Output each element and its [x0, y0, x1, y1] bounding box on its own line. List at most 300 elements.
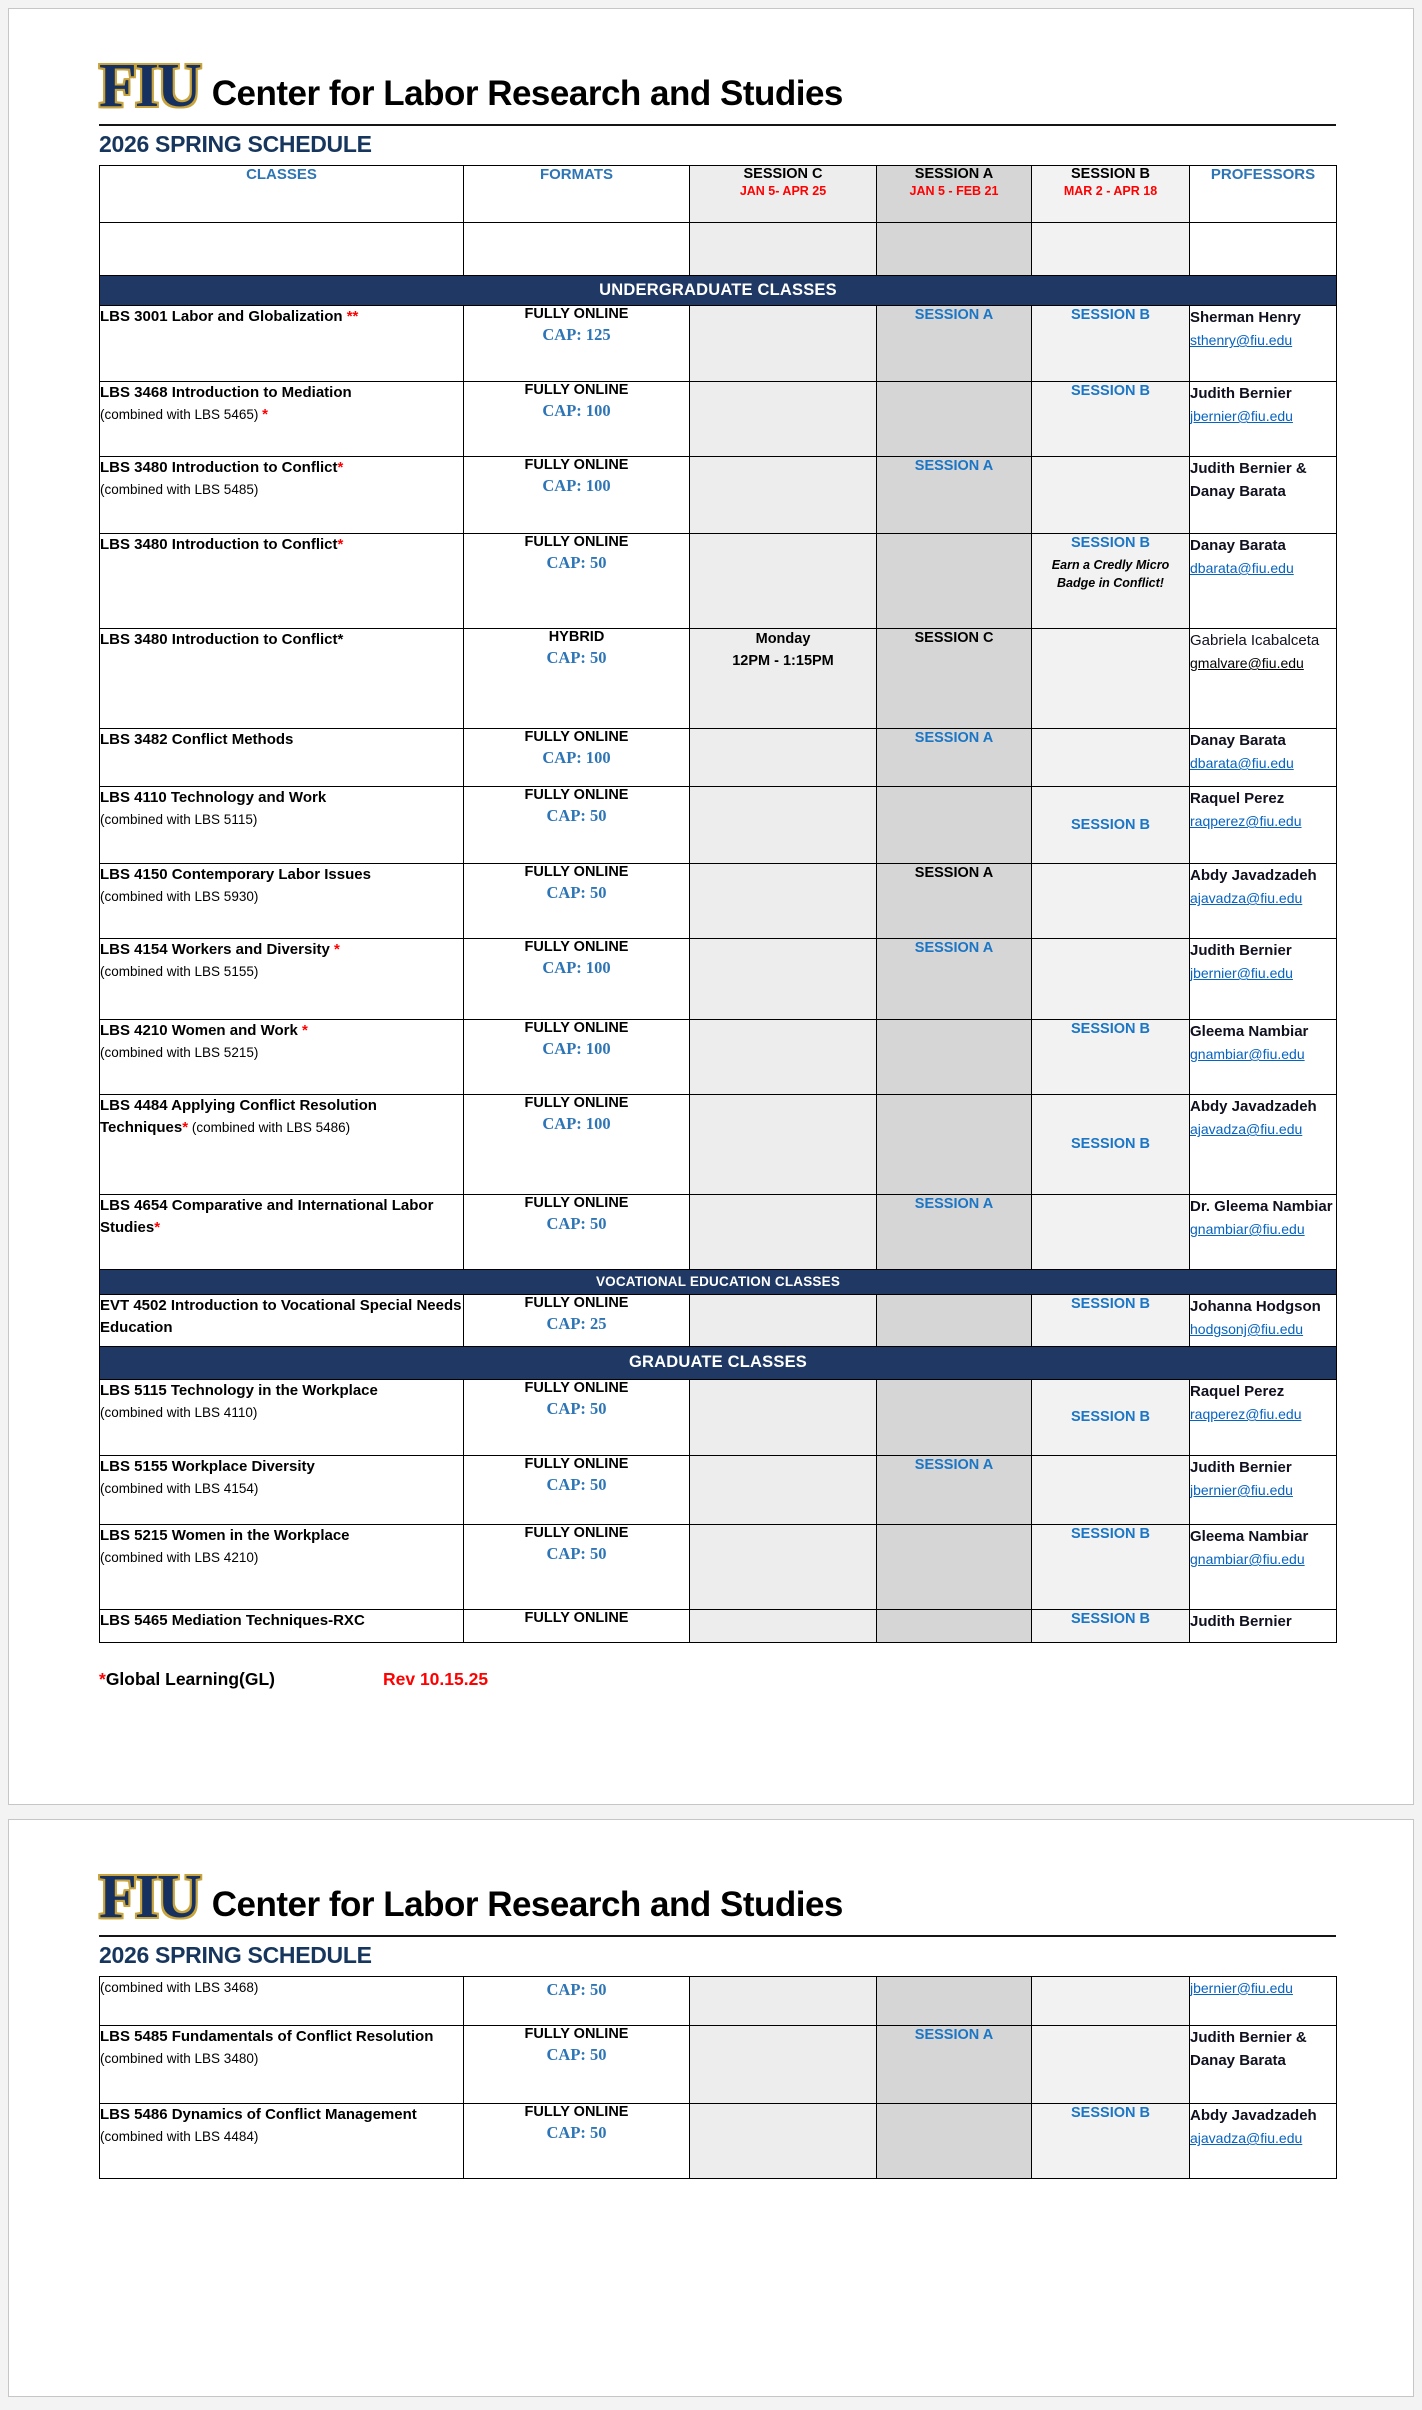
professor-name: Judith Bernier [1190, 941, 1292, 959]
cap-label: CAP: 100 [542, 957, 611, 977]
page-header [99, 9, 1336, 158]
format-cell [464, 1455, 690, 1524]
class-title-text: (combined with LBS 3480) [100, 2051, 259, 2067]
spacer-cell [1190, 222, 1337, 275]
meeting-time: 12PM - 1:15PM [732, 652, 834, 669]
class-title-text: (combined with LBS 5155) [100, 964, 259, 980]
class-cell [100, 2103, 464, 2178]
session-a-cell [877, 1094, 1032, 1194]
session-a-cell [877, 533, 1032, 628]
professor-email-link[interactable]: gnambiar@fiu.edu [1190, 1046, 1305, 1063]
format-cell [464, 1379, 690, 1455]
session-c-cell [690, 863, 877, 938]
session-a-cell [877, 1294, 1032, 1346]
format-cell [464, 2103, 690, 2178]
cap-label: CAP: 50 [546, 1398, 607, 1418]
class-cell [100, 938, 464, 1019]
class-cell [100, 1294, 464, 1346]
class-title-text: LBS 4150 Contemporary Labor Issues [100, 865, 371, 883]
session-a-cell [877, 1455, 1032, 1524]
session-label: SESSION B [1071, 306, 1150, 323]
class-title-text: LBS 3480 Introduction to Conflict [100, 458, 338, 476]
session-a-dates: JAN 5 - FEB 21 [909, 183, 999, 198]
format-cell [464, 2025, 690, 2103]
session-c-dates: JAN 5- APR 25 [739, 183, 827, 198]
session-c-cell [690, 1019, 877, 1094]
format-cell [464, 1976, 690, 2025]
professor-name: Gabriela Icabalceta [1190, 631, 1320, 649]
professor-email-link[interactable]: gnambiar@fiu.edu [1190, 1221, 1305, 1238]
meeting-time: Monday [755, 630, 811, 647]
format-cell [464, 728, 690, 786]
class-cell [100, 1524, 464, 1609]
cap-label: CAP: 50 [546, 1543, 607, 1563]
format-cell [464, 1294, 690, 1346]
professor-email-link[interactable]: gmalvare@fiu.edu [1190, 655, 1304, 672]
cap-label: CAP: 50 [546, 805, 607, 825]
session-a-cell [877, 863, 1032, 938]
page-header [99, 1820, 1336, 1969]
professor-name: Dr. Gleema Nambiar [1190, 1197, 1333, 1215]
class-title-text: * [302, 1021, 308, 1039]
format-cell [464, 1524, 690, 1609]
professor-name: Abdy Javadzadeh [1190, 866, 1317, 884]
section-banner-row [100, 1346, 1337, 1379]
format-label: FULLY ONLINE [524, 2025, 629, 2042]
professor-name: Judith Bernier [1190, 1612, 1292, 1630]
table-row [100, 863, 1337, 938]
session-c-cell [690, 381, 877, 456]
session-c-cell [690, 533, 877, 628]
format-label: FULLY ONLINE [524, 1094, 629, 1111]
format-label: FULLY ONLINE [524, 1194, 629, 1211]
professor-cell [1190, 1976, 1337, 2025]
table-row [100, 1019, 1337, 1094]
session-c-cell [690, 786, 877, 863]
professor-name: Danay Barata [1190, 731, 1286, 749]
class-title-text: LBS 5485 Fundamentals of Conflict Resolution [100, 2027, 434, 2045]
class-title-text: LBS 5486 Dynamics of Conflict Management [100, 2105, 417, 2123]
professor-email-link[interactable]: jbernier@fiu.edu [1190, 965, 1293, 982]
table-row [100, 1194, 1337, 1269]
professor-cell [1190, 456, 1337, 533]
table-row [100, 1524, 1337, 1609]
session-b-cell [1032, 1379, 1190, 1455]
table-row [100, 786, 1337, 863]
session-b-cell [1032, 2103, 1190, 2178]
class-title-text: * [337, 458, 344, 476]
professor-cell [1190, 1379, 1337, 1455]
session-label: SESSION A [914, 1456, 994, 1473]
format-cell [464, 533, 690, 628]
format-label: FULLY ONLINE [524, 1294, 629, 1311]
session-label: SESSION B [1071, 2104, 1150, 2121]
session-a-cell [877, 628, 1032, 728]
class-cell [100, 305, 464, 381]
table-row [100, 1609, 1337, 1642]
professor-name: Judith Bernier [1190, 1458, 1292, 1476]
session-label: SESSION B [1071, 382, 1150, 399]
col-header-classes: CLASSES [100, 165, 464, 222]
class-title-text: (combined with LBS 5930) [100, 889, 259, 905]
session-b-cell [1032, 1194, 1190, 1269]
class-cell [100, 1379, 464, 1455]
session-a-label: SESSION A [914, 165, 994, 182]
class-cell [100, 1455, 464, 1524]
header-divider [99, 124, 1336, 126]
professor-name: Judith Bernier [1190, 384, 1292, 402]
professor-name: Raquel Perez [1190, 789, 1285, 807]
session-c-cell [690, 1976, 877, 2025]
format-label: FULLY ONLINE [524, 381, 629, 398]
session-b-cell [1032, 1976, 1190, 2025]
table-row [100, 305, 1337, 381]
class-title-text: LBS 3468 Introduction to Mediation [100, 383, 352, 401]
professor-email-link[interactable]: hodgsonj@fiu.edu [1190, 1321, 1304, 1338]
session-a-cell [877, 381, 1032, 456]
session-a-cell [877, 938, 1032, 1019]
table-row [100, 533, 1337, 628]
session-b-cell [1032, 381, 1190, 456]
professor-email-link[interactable]: gnambiar@fiu.edu [1190, 1551, 1305, 1568]
credly-note: Earn a Credly Micro Badge in Conflict! [1051, 557, 1170, 590]
format-label: FULLY ONLINE [524, 456, 629, 473]
table-row [100, 456, 1337, 533]
session-c-cell [690, 1094, 877, 1194]
format-label: FULLY ONLINE [524, 938, 629, 955]
cap-label: CAP: 100 [542, 747, 611, 767]
format-label: FULLY ONLINE [524, 1019, 629, 1036]
class-title-text: (combined with LBS 4210) [100, 1550, 259, 1566]
professor-cell [1190, 1019, 1337, 1094]
class-title-text: (combined with LBS 5486) [188, 1120, 351, 1136]
class-title-text: * [154, 1219, 161, 1237]
session-c-cell [690, 305, 877, 381]
session-b-cell [1032, 1094, 1190, 1194]
table-row [100, 1379, 1337, 1455]
professor-name: Sherman Henry [1190, 308, 1301, 326]
professor-email-link[interactable]: jbernier@fiu.edu [1190, 408, 1293, 425]
professor-name: Gleema Nambiar [1190, 1022, 1309, 1040]
session-label: SESSION A [914, 306, 994, 323]
col-header-professors: PROFESSORS [1190, 165, 1337, 222]
class-cell [100, 1609, 464, 1642]
format-cell [464, 456, 690, 533]
professor-cell [1190, 1094, 1337, 1194]
session-label: SESSION B [1071, 1409, 1150, 1426]
professor-email-link[interactable]: jbernier@fiu.edu [1190, 1482, 1293, 1499]
table-row [100, 728, 1337, 786]
class-title-text: LBS 3480 Introduction to Conflict* [100, 630, 344, 648]
revision-date: Rev 10.15.25 [382, 1668, 489, 1689]
professor-cell [1190, 1609, 1337, 1642]
class-title-text: (combined with LBS 5115) [100, 812, 258, 828]
format-cell [464, 305, 690, 381]
format-label: FULLY ONLINE [524, 1379, 629, 1396]
schedule-title: 2026 SPRING SCHEDULE [99, 1941, 372, 1968]
format-label: FULLY ONLINE [524, 1609, 629, 1626]
cap-label: CAP: 50 [546, 1474, 607, 1494]
brand-row [99, 1863, 1336, 1931]
professor-email-link[interactable]: raqperez@fiu.edu [1190, 1406, 1302, 1423]
format-cell [464, 381, 690, 456]
table-row [100, 1455, 1337, 1524]
session-a-cell [877, 305, 1032, 381]
class-cell [100, 1194, 464, 1269]
footnote-label: Global Learning(GL) [105, 1668, 275, 1689]
class-title-text: (combined with LBS 4110) [100, 1405, 258, 1421]
section-banner-row [100, 1269, 1337, 1294]
session-b-cell [1032, 1524, 1190, 1609]
cap-label: CAP: 50 [546, 2044, 607, 2064]
footnote-asterisk: * [99, 1668, 106, 1689]
spacer-cell [464, 222, 690, 275]
class-cell [100, 1019, 464, 1094]
session-c-cell [690, 728, 877, 786]
professor-name: Danay Barata [1190, 536, 1286, 554]
session-c-cell [690, 1194, 877, 1269]
professor-cell [1190, 786, 1337, 863]
format-cell [464, 1194, 690, 1269]
format-cell [464, 1609, 690, 1642]
cap-label: CAP: 50 [546, 1979, 607, 1999]
class-cell [100, 533, 464, 628]
session-b-cell [1032, 628, 1190, 728]
session-a-cell [877, 1194, 1032, 1269]
session-label: SESSION A [914, 2026, 994, 2043]
class-cell [100, 1976, 464, 2025]
session-c-label: SESSION C [743, 165, 823, 182]
class-title-text: LBS 4654 Comparative and International Labor Studies [100, 1196, 434, 1237]
class-title-text: LBS 5155 Workplace Diversity [100, 1457, 315, 1475]
table-row [100, 1094, 1337, 1194]
class-title-text: LBS 3480 Introduction to Conflict [100, 535, 338, 553]
session-b-cell [1032, 1294, 1190, 1346]
cap-label: CAP: 50 [546, 2122, 607, 2142]
session-b-cell [1032, 1609, 1190, 1642]
professor-email-link[interactable]: raqperez@fiu.edu [1190, 813, 1302, 830]
session-label: SESSION A [914, 729, 994, 746]
class-title-text: LBS 4484 Applying Conflict Resolution Techniques [100, 1096, 377, 1137]
class-title-text: LBS 3001 Labor and Globalization [100, 307, 347, 325]
class-title-text: (combined with LBS 5485) [100, 482, 259, 498]
session-b-cell [1032, 728, 1190, 786]
professor-name: Abdy Javadzadeh [1190, 1097, 1317, 1115]
col-header-session-c [690, 165, 877, 222]
session-c-cell [690, 1609, 877, 1642]
spacer-row [100, 222, 1337, 275]
cap-label: CAP: 25 [546, 1313, 607, 1333]
format-cell [464, 938, 690, 1019]
class-title-text: LBS 5115 Technology in the Workplace [100, 1381, 378, 1399]
format-label: FULLY ONLINE [524, 863, 629, 880]
class-cell [100, 456, 464, 533]
class-title-text: ** [346, 307, 359, 325]
format-label: HYBRID [548, 628, 605, 645]
section-banner-row [100, 275, 1337, 305]
section-banner: VOCATIONAL EDUCATION CLASSES [100, 1269, 1337, 1294]
table-row [100, 628, 1337, 728]
col-header-formats: FORMATS [464, 165, 690, 222]
format-label: FULLY ONLINE [524, 305, 629, 322]
spacer-cell [100, 222, 464, 275]
table-row [100, 2025, 1337, 2103]
section-banner: UNDERGRADUATE CLASSES [100, 275, 1337, 305]
session-a-cell [877, 1524, 1032, 1609]
session-c-cell [690, 2025, 877, 2103]
cap-label: CAP: 100 [542, 475, 611, 495]
document-title: Center for Labor Research and Studies [211, 1884, 843, 1924]
session-c-cell [690, 938, 877, 1019]
professor-cell [1190, 1455, 1337, 1524]
class-title-text: LBS 5465 Mediation Techniques-RXC [100, 1611, 365, 1629]
session-a-cell [877, 1379, 1032, 1455]
cap-label: CAP: 100 [542, 1113, 611, 1133]
session-b-cell [1032, 1019, 1190, 1094]
spacer-cell [1032, 222, 1190, 275]
table-row [100, 1294, 1337, 1346]
class-cell [100, 786, 464, 863]
session-a-cell [877, 2025, 1032, 2103]
cap-label: CAP: 50 [546, 552, 607, 572]
session-b-cell [1032, 1455, 1190, 1524]
professor-cell [1190, 2025, 1337, 2103]
session-label: SESSION C [914, 629, 994, 646]
professor-email-link[interactable]: sthenry@fiu.edu [1190, 332, 1293, 349]
session-b-cell [1032, 2025, 1190, 2103]
spacer-cell [690, 222, 877, 275]
class-cell [100, 728, 464, 786]
class-title-text: LBS 5215 Women in the Workplace [100, 1526, 350, 1544]
session-label: SESSION B [1071, 1136, 1150, 1153]
document-page-2 [8, 1819, 1414, 2397]
professor-cell [1190, 305, 1337, 381]
session-label: SESSION B [1071, 1610, 1150, 1627]
session-c-cell [690, 1294, 877, 1346]
professor-name: Abdy Javadzadeh [1190, 2106, 1317, 2124]
format-label: FULLY ONLINE [524, 1455, 629, 1472]
professor-email-link[interactable]: ajavadza@fiu.edu [1190, 2130, 1303, 2147]
schedule-title: 2026 SPRING SCHEDULE [99, 130, 372, 157]
session-b-cell [1032, 456, 1190, 533]
cap-label: CAP: 100 [542, 400, 611, 420]
session-c-cell [690, 2103, 877, 2178]
professor-cell [1190, 1524, 1337, 1609]
schedule-table-continued [99, 1976, 1337, 2179]
professor-email-link[interactable]: dbarata@fiu.edu [1190, 755, 1294, 772]
class-title-text: (combined with LBS 4154) [100, 1481, 259, 1497]
session-c-cell [690, 1524, 877, 1609]
professor-cell [1190, 628, 1337, 728]
class-title-text: (combined with LBS 3468) [100, 1979, 259, 1995]
cap-label: CAP: 50 [546, 1213, 607, 1233]
class-title-text: LBS 3482 Conflict Methods [100, 730, 294, 748]
cap-label: CAP: 50 [546, 647, 607, 667]
professor-email-link[interactable]: jbernier@fiu.edu [1190, 1979, 1293, 1996]
professor-cell [1190, 1194, 1337, 1269]
session-label: SESSION A [914, 1195, 994, 1212]
table-row [100, 1976, 1337, 2025]
class-title-text: (combined with LBS 5215) [100, 1045, 259, 1061]
cap-label: CAP: 125 [542, 324, 611, 344]
fiu-logo: FIU [99, 52, 200, 120]
col-header-session-b [1032, 165, 1190, 222]
session-c-cell [690, 1455, 877, 1524]
footnote [99, 1669, 1336, 1690]
professor-name: Johanna Hodgson [1190, 1297, 1321, 1315]
class-title-text: * [182, 1119, 189, 1137]
format-label: FULLY ONLINE [524, 728, 629, 745]
professor-name: Judith Bernier & Danay Barata [1190, 459, 1307, 501]
session-b-label: SESSION B [1071, 165, 1150, 182]
session-a-cell [877, 1976, 1032, 2025]
professor-email-link[interactable]: ajavadza@fiu.edu [1190, 1121, 1303, 1138]
document-title: Center for Labor Research and Studies [211, 73, 843, 113]
class-title-text: * [334, 940, 340, 958]
session-c-cell [690, 628, 877, 728]
session-b-dates: MAR 2 - APR 18 [1063, 183, 1158, 198]
fiu-logo: FIU [99, 1863, 200, 1931]
session-label: SESSION A [914, 939, 994, 956]
class-title-text: LBS 4154 Workers and Diversity [100, 940, 334, 958]
cap-label: CAP: 50 [546, 882, 607, 902]
class-title-text: LBS 4210 Women and Work [100, 1021, 302, 1039]
professor-cell [1190, 728, 1337, 786]
session-label: SESSION B [1071, 1525, 1150, 1542]
session-a-cell [877, 1609, 1032, 1642]
session-a-cell [877, 786, 1032, 863]
format-cell [464, 863, 690, 938]
professor-email-link[interactable]: ajavadza@fiu.edu [1190, 890, 1303, 907]
table-header-row [100, 165, 1337, 222]
table-row [100, 381, 1337, 456]
format-cell [464, 628, 690, 728]
format-cell [464, 786, 690, 863]
professor-cell [1190, 381, 1337, 456]
professor-name: Judith Bernier & Danay Barata [1190, 2028, 1307, 2070]
format-label: FULLY ONLINE [524, 1524, 629, 1541]
class-title-text: * [262, 406, 268, 424]
professor-cell [1190, 2103, 1337, 2178]
professor-email-link[interactable]: dbarata@fiu.edu [1190, 560, 1294, 577]
format-label: FULLY ONLINE [524, 2103, 629, 2120]
cap-label: CAP: 100 [542, 1038, 611, 1058]
session-c-cell [690, 1379, 877, 1455]
format-label: FULLY ONLINE [524, 786, 629, 803]
class-cell [100, 863, 464, 938]
col-header-session-a [877, 165, 1032, 222]
session-a-cell [877, 456, 1032, 533]
class-cell [100, 1094, 464, 1194]
session-b-cell [1032, 938, 1190, 1019]
format-cell [464, 1094, 690, 1194]
session-b-cell [1032, 863, 1190, 938]
class-cell [100, 628, 464, 728]
professor-cell [1190, 863, 1337, 938]
spacer-cell [877, 222, 1032, 275]
format-cell [464, 1019, 690, 1094]
class-title-text: (combined with LBS 5465) [100, 407, 263, 423]
brand-row [99, 52, 1336, 120]
session-b-cell [1032, 786, 1190, 863]
class-title-text: * [337, 535, 344, 553]
class-title-text: EVT 4502 Introduction to Vocational Special Needs Education [100, 1296, 462, 1337]
session-label: SESSION B [1071, 534, 1150, 551]
professor-cell [1190, 533, 1337, 628]
session-c-cell [690, 456, 877, 533]
professor-cell [1190, 938, 1337, 1019]
session-b-cell [1032, 533, 1190, 628]
